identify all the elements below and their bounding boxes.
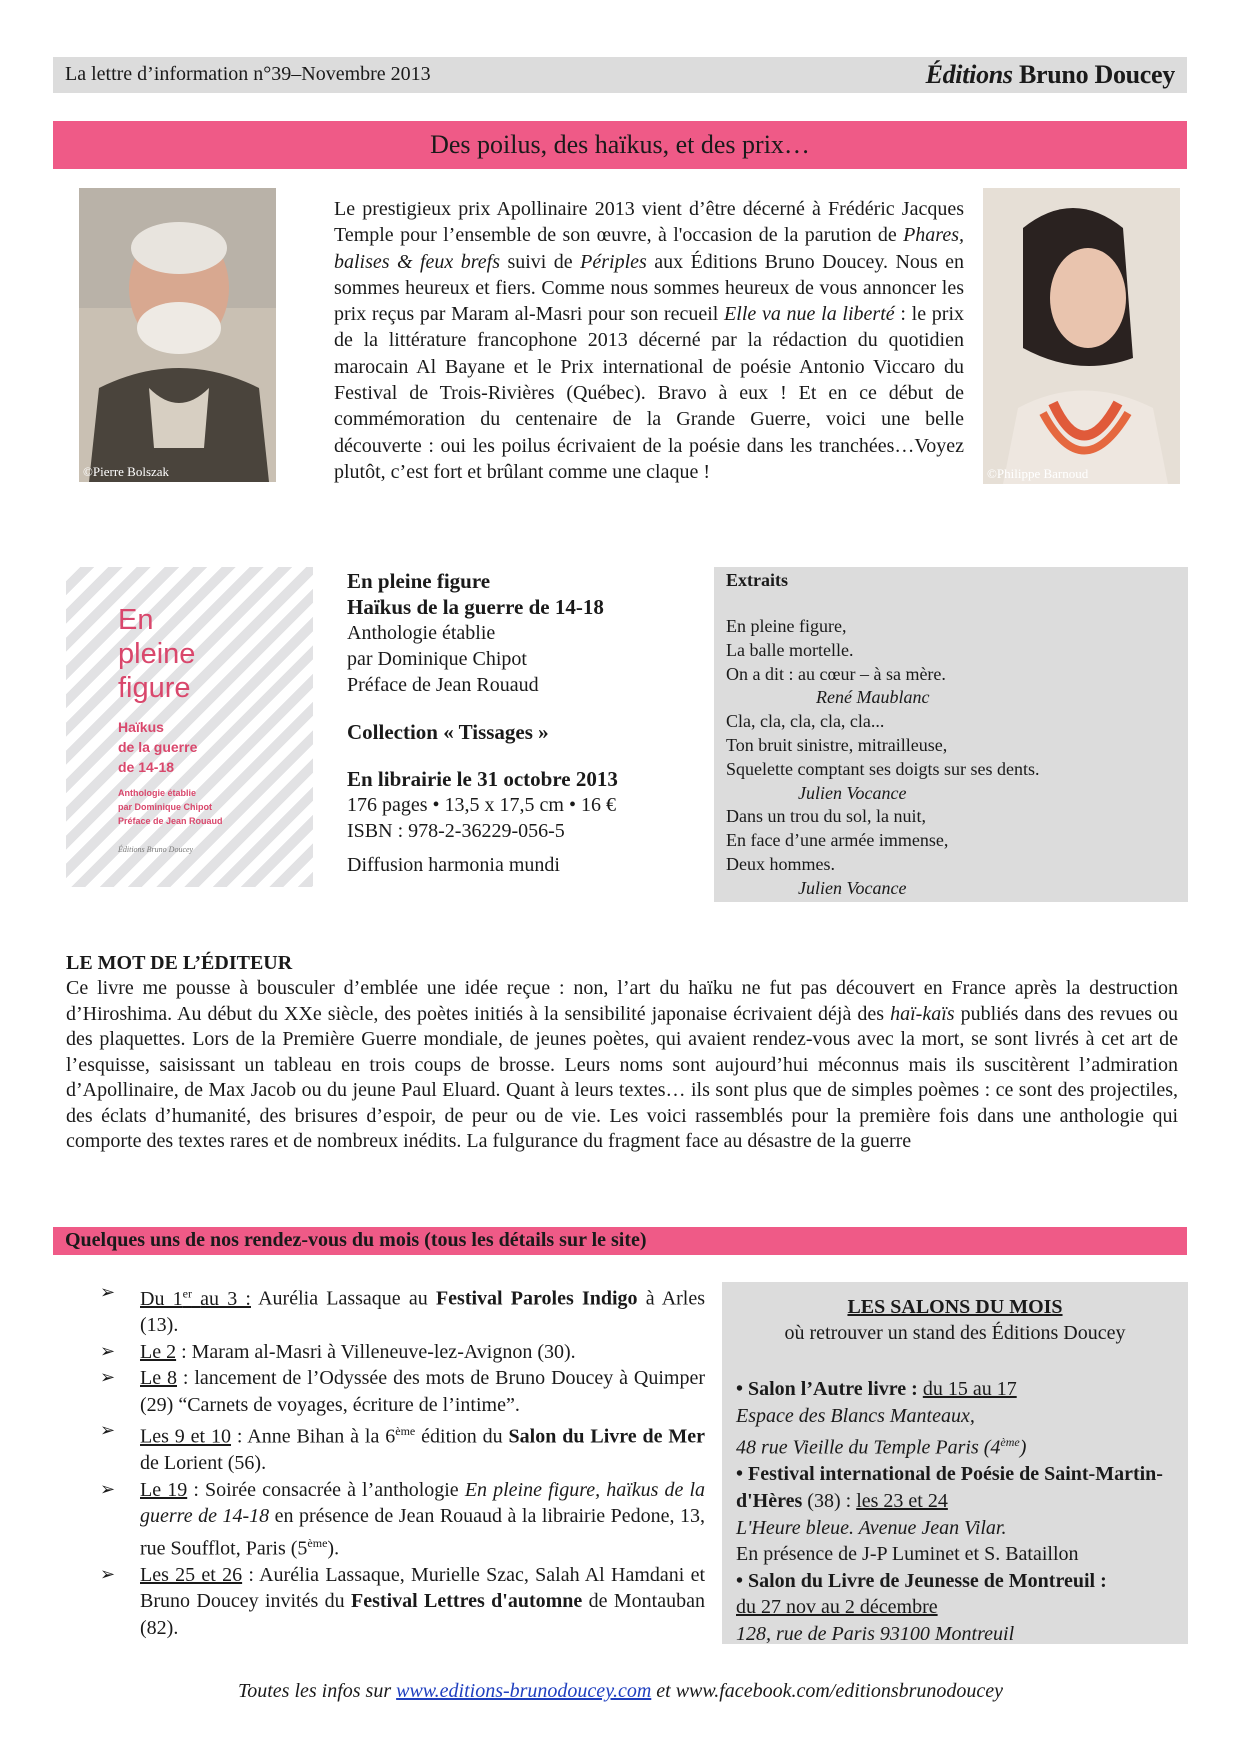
facebook-link[interactable]: www.facebook.com/editionsbrunodoucey [675,1680,1004,1702]
cover-title: En pleine figure [118,604,196,704]
book-subtitle: Haïkus de la guerre de 14-18 [347,595,604,619]
events-banner [53,1227,1187,1255]
editor-word-title: LE MOT DE L’ÉDITEUR [66,952,293,974]
salons-title: LES SALONS DU MOIS [847,1296,1063,1318]
poem-author: Julien Vocance [798,877,907,898]
arrow-bullet-icon: ➢ [100,1420,116,1442]
portrait-illustration [983,188,1180,484]
book-editor: par Dominique Chipot [347,648,527,670]
arrow-bullet-icon: ➢ [100,1563,116,1585]
extraits-title: Extraits [726,570,788,590]
arrow-bullet-icon: ➢ [100,1367,116,1389]
book-release-date: En librairie le 31 octobre 2013 [347,767,618,791]
headline-banner [53,121,1187,169]
extraits-poems: En pleine figure, La balle mortelle. On a dit : au cœur – à sa mère. René Maublanc Cla, cla, cla, cla, cla... Ton bruit sinistre, mitrailleuse, Squelette comptant ses doigts sur ses dents. Julien Vocance Dans un trou du sol, la nuit, En face d’une armée immense, Deux hommes. Julien Vocance [726,615,1039,901]
salons-subtitle: où retrouver un stand des Éditions Doucey [784,1322,1126,1344]
list-item: ➢ Le 2 : Maram al-Masri à Villeneuve-lez-Avignon (30). [100,1339,705,1366]
salons-box [722,1282,1188,1644]
cover-credits: Anthologie établie par Dominique Chipot Préface de Jean Rouaud [118,788,223,826]
book-collection: Collection « Tissages » [347,720,549,744]
photo-credit-right: ©Philippe Barnoud [987,466,1089,481]
list-item: ➢ Les 9 et 10 : Anne Bihan à la 6ème édition du Salon du Livre de Mer de Lorient (56). [100,1420,706,1475]
author-photo-temple [79,188,276,482]
headline-title: Des poilus, des haïkus, et des prix… [430,130,810,159]
poem-author: Julien Vocance [798,782,907,803]
book-anthology: Anthologie établie [347,622,496,644]
arrow-bullet-icon: ➢ [100,1282,116,1303]
intro-paragraph: Le prestigieux prix Apollinaire 2013 vient d’être décerné à Frédéric Jacques Temple pour l’ensemble de son œuvre, à l'occasion de la parution de Phares, balises & feux brefs suivi de Périples aux Éditions Bruno Doucey. Nous en sommes heureux et fiers. Comme nous sommes heureux de vous annoncer les prix reçus par Maram al-Masri pour son recueil Elle va nue la liberté : le prix de la littérature francophone 2013 décerné par la rédaction du quotidien marocain Al Bayane et le Prix international de poésie Antonio Viccaro du Festival de Trois-Rivières (Québec). Bravo à eux ! Et en ce début de commémoration du centenaire de la Grande Guerre, voici une belle découverte : oui les poilus écrivaient de la poésie dans les tranchées…Voyez plutôt, c’est fort et brûlant comme une claque ! [334,198,965,483]
extraits-box [714,567,1188,902]
cover-subtitle: Haïkus de la guerre de 14-18 [118,719,198,775]
list-item: ➢ Le 8 : lancement de l’Odyssée des mots de Bruno Doucey à Quimper (29) “Carnets de voyages, écriture de l’intime”. [100,1367,706,1416]
book-diffusion: Diffusion harmonia mundi [347,854,560,876]
arrow-bullet-icon: ➢ [100,1340,116,1362]
book-details [347,568,618,878]
book-isbn: ISBN : 978-2-36229-056-5 [347,820,565,842]
book-preface: Préface de Jean Rouaud [347,674,539,696]
editor-word-body: Ce livre me pousse à bousculer d’emblée une idée reçue : non, l’art du haïku ne fut pas découvert en France après la destruction d’Hiroshima. Au début du XXe siècle, des poètes initiés à la sensibilité japonaise écrivaient déjà des haï-kaïs publiés dans des revues ou des plaquettes. Lors de la Première Guerre mondiale, de jeunes poètes, qui avaient rendez-vous avec la mort, se sont livrés à cet art de l’esquisse, saisissant un tableau en trois coups de brosse. Leurs noms sont aujourd’hui méconnus mais ils suscitèrent l’admiration d’Apollinaire, de Max Jacob ou du jeune Paul Eluard. Quant à leurs textes… ils sont plus que de simples poèmes : ce sont des projectiles, des éclats d’humanité, des brisures d’espoir, de peur ou de vie. Les voici rassemblés pour la première fois dans une anthologie qui comporte des textes rares et de nombreux inédits. La fulgurance du fragment face au désastre de la guerre [66,977,1179,1152]
poem-author: René Maublanc [816,687,930,708]
author-photo-masri [983,188,1180,484]
footer: Toutes les infos sur www.editions-brunodoucey.com et www.facebook.com/editionsbrunodoucey [237,1680,1004,1702]
events-title: Quelques uns de nos rendez-vous du mois (tous les détails sur le site) [65,1229,647,1251]
publisher-logo: Éditions Bruno Doucey [925,60,1175,89]
events-list [100,1280,705,1641]
list-item: ➢ Du 1er au 3 : Aurélia Lassaque au Festival Paroles Indigo à Arles (13). [100,1282,706,1337]
header-bar [53,57,1187,93]
newsletter-issue: La lettre d’information n°39–Novembre 2013 [65,63,431,85]
list-item: ➢ Les 25 et 26 : Aurélia Lassaque, Murielle Szac, Salah Al Hamdani et Bruno Doucey invités du Festival Lettres d'automne de Montauban (82). [100,1563,706,1639]
book-cover [66,567,313,887]
website-link[interactable]: www.editions-brunodoucey.com [396,1680,652,1702]
book-title: En pleine figure [347,569,491,593]
book-specs: 176 pages • 13,5 x 17,5 cm • 16 € [347,794,616,816]
cover-publisher: Éditions Bruno Doucey [118,845,194,854]
list-item: ➢ Le 19 : Soirée consacrée à l’anthologie En pleine figure, haïkus de la guerre de 14-18 en présence de Jean Rouaud à la librairie Pedone, 13, rue Soufflot, Paris (5ème). [100,1478,706,1560]
photo-credit-left: ©Pierre Bolszak [83,464,170,479]
arrow-bullet-icon: ➢ [100,1478,116,1500]
salons-list: • Salon l’Autre livre : du 15 au 17 Espace des Blancs Manteaux, 48 rue Vieille du Temple Paris (4ème) • Festival international de Poésie de Saint-Martin-d'Hères (38) : les 23 et 24 L'Heure bleue. Avenue Jean Vilar. En présence de J-P Luminet et S. Bataillon • Salon du Livre de Jeunesse de Montreuil : du 27 nov au 2 décembre 128, rue de Paris 93100 Montreuil [736,1378,1163,1645]
portrait-illustration [79,188,276,482]
